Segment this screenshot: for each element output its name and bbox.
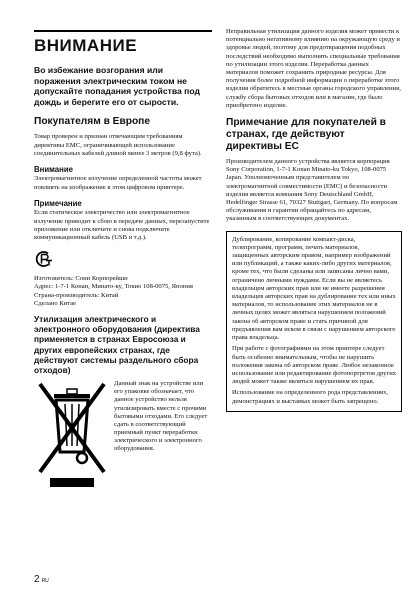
country-line: Страна-производитель: Китай xyxy=(34,291,119,299)
address-line: Адрес: 1-7-1 Конан, Минато-ку, Токио 108-0075, Япония xyxy=(34,283,193,291)
attention-heading: Внимание xyxy=(34,164,73,174)
page-title: ВНИМАНИЕ xyxy=(34,36,138,55)
copyright-notice-box xyxy=(226,231,402,412)
page-footer xyxy=(34,574,49,585)
copyright-paragraph-1: Дублирование, копирование компакт-диска, телепрограмм, программ, печать материалов, защищенных авторским правом, например изображений или публикаций, а также каких-либо других материалов, кроме тех, что были сделаны или записаны лично вами, ограничено личными нуждами. Если вы не являетесь владельцем авторских прав или не имеете разрешения владельцев авторских прав на дублирование тех или иных материалов, то использование этих материалов не в личных целях может являться нарушением положений закона об авторском праве и стать причиной для предъявления вам иском в связи с нарушением авторского права владельца. xyxy=(232,235,396,342)
europe-heading: Покупателям в Европе xyxy=(34,116,150,128)
pct-certification-icon xyxy=(34,249,54,269)
right-column xyxy=(226,28,402,412)
copyright-paragraph-2: При работе с фотографиями на этом принтере следует быть особенно внимательным, чтобы не нарушить положения закона об авторском праве. Любое незаконное использование или редактирование фотопортретов других людей может также являться нарушением их прав. xyxy=(232,345,397,386)
europe-text: Товар проверен и признан отвечающим требованиям директивы EMC, ограничивающей использование соединительных кабелей длиной менее 3 метров (9,8 фута). xyxy=(34,133,202,157)
made-in-line: Сделано Китае xyxy=(34,299,77,307)
disposal-heading: Утилизация электрического и электронного оборудования (директива применяется в странах Евросоюза и других европейских странах, где действуют системы раздельного сбора отходов) xyxy=(34,314,200,376)
manufacturer-block xyxy=(34,275,212,308)
note-heading: Примечание xyxy=(34,198,82,208)
certification-logo-row xyxy=(34,249,212,269)
disposal-text: Данный знак на устройстве или его упаковке обозначает, что данное устройство нельзя утилизировать вместе с прочими бытовыми отходами. Его следует сдать в соответствующий приемный пункт переработки электрического и электронного оборудования. xyxy=(114,380,208,452)
warning-text: Во избежание возгорания или поражения электрическим током не допускайте попадания устройства под дождь и берегите его от сырости. xyxy=(34,65,200,107)
note-text: Если статическое электричество или электромагнитное излучение приводит к сбою в передаче данных, перезапустите приложение или отключите и снова подключите коммуникационный кабель (USB и т.д.). xyxy=(34,209,210,241)
title-box xyxy=(34,30,212,55)
attention-text: Электромагнитное излучение определенной частоты может повлиять на изображение в этом цифровом принтере. xyxy=(34,175,202,191)
page-number: 2 xyxy=(34,574,40,585)
left-column xyxy=(34,30,212,490)
manufacturer-line: Изготовитель: Сони Корпорейшн xyxy=(34,275,128,283)
eu-notice-heading: Примечание для покупателей в странах, где действуют директивы ЕС xyxy=(226,117,386,153)
eu-notice-text: Производителем данного устройства является корпорация Sony Corporation, 1-7-1 Konan Minato-ku Tokyo, 108-0075 Japan. Уполномоченным представителем по электромагнитной совместимости (EMC) и безопасности изделия является компания Sony Deutschland GmbH, Hedelfinger Strasse 61, 70327 Stuttgart, Germany. По вопросам обслуживания и гарантии обращайтесь по адресам, указанным в соответствующих документах. xyxy=(226,158,398,223)
disposal-continued-text: Неправильная утилизация данного изделия может привести к потенциально негативному влиянию на окружающую среду и здоровье людей, поэтому для предотвращения подобных последствий необходимо выполнять специальные требования по утилизации этого изделия. Переработка данных материалов поможет сохранить природные ресурсы. Для получения более подробной информации о переработке этого изделия обратитесь в местные органы городского управления, службу сбора бытовых отходов или в магазин, где было приобретено изделие. xyxy=(226,28,401,109)
crossed-out-wheeled-bin-icon xyxy=(34,380,110,490)
disposal-block xyxy=(34,380,212,490)
language-code: RU xyxy=(41,578,49,584)
copyright-paragraph-3: Использование на определенного рода представлениях, демонстрациях и выставках может быть запрещено. xyxy=(232,389,389,405)
